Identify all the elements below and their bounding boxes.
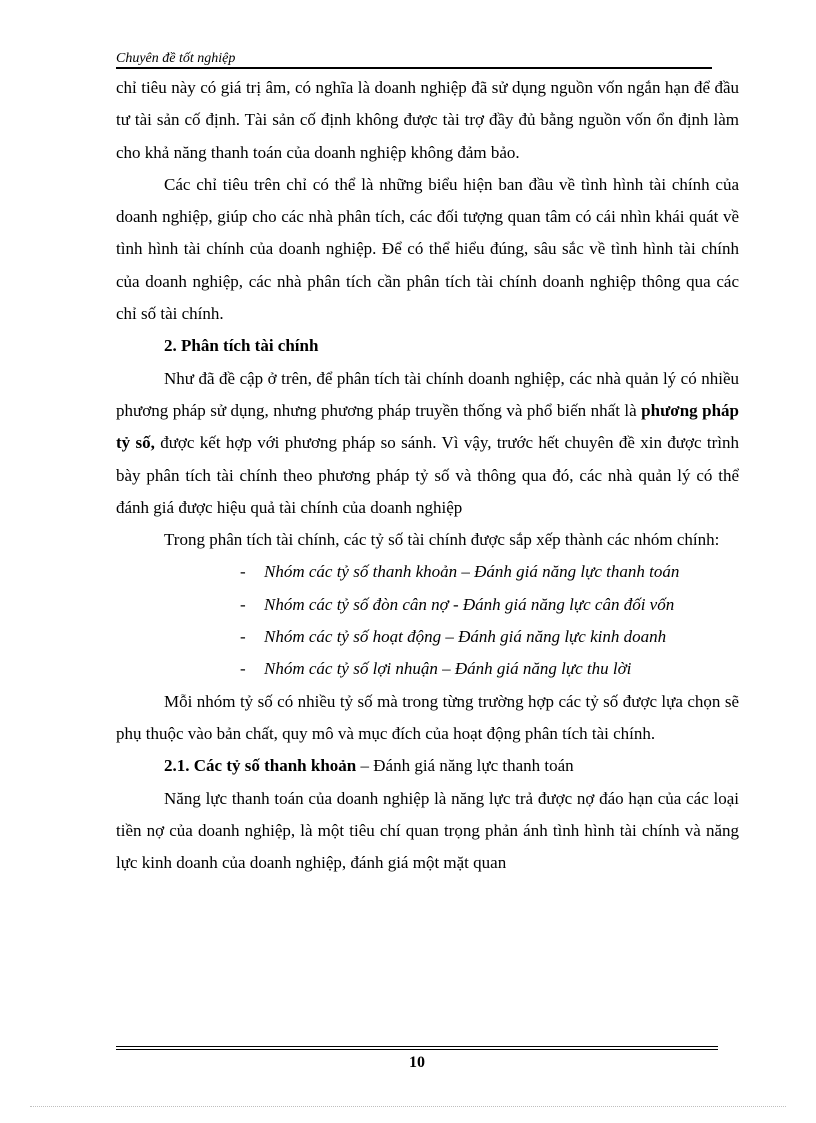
paragraph-2: Các chỉ tiêu trên chỉ có thể là những biểu hiện ban đầu về tình hình tài chính của doanh nghiệp, giúp cho các nhà phân tích, các đối tượng quan tâm có cái nhìn khái quát về tình hình tài chính của doanh nghiệp. Để có thể hiểu đúng, sâu sắc về tình hình tài chính của doanh nghiệp, các nhà phân tích cần phân tích tài chính doanh nghiệp thông qua các chỉ số tài chính. xyxy=(116,174,739,324)
heading-2-1-subtitle: – Đánh giá năng lực thanh toán xyxy=(356,756,574,776)
paragraph-4: Trong phân tích tài chính, các tỷ số tài chính được sắp xếp thành các nhóm chính: xyxy=(164,530,720,550)
paragraph-3-text-a: Như đã đề cập ở trên, để phân tích tài chính doanh nghiệp, các nhà quản lý có nhiều phương pháp sử dụng, nhưng phương pháp truyền thống và phổ biến nhất là xyxy=(116,368,739,420)
footer-rule xyxy=(116,1049,718,1050)
list-dash: - xyxy=(240,562,246,582)
header-rule xyxy=(116,67,712,69)
page-footer xyxy=(116,1046,718,1072)
list-item-text: Nhóm các tỷ số đòn cân nợ - Đánh giá năng lực cân đối vốn xyxy=(264,594,675,614)
paragraph-3 xyxy=(116,363,739,524)
heading-2-1-bold: 2.1. Các tỷ số thanh khoản xyxy=(164,756,357,776)
header-title: Chuyên đề tốt nghiệp xyxy=(116,51,236,66)
list-item xyxy=(240,556,739,588)
paragraph-5: Mỗi nhóm tỷ số có nhiều tỷ số mà trong từng trường hợp các tỷ số được lựa chọn sẽ phụ thuộc vào bản chất, quy mô và mục đích của hoạt động phân tích tài chính. xyxy=(116,691,739,743)
paragraph-3-bold: phương pháp tỷ số, xyxy=(116,400,740,453)
list-item xyxy=(240,653,739,685)
paragraph-1: chỉ tiêu này có giá trị âm, có nghĩa là doanh nghiệp đã sử dụng nguồn vốn ngắn hạn để đầu tư tài sản cố định. Tài sản cố định không được tài trợ đầy đủ bằng nguồn vốn ổn định làm cho khả năng thanh toán của doanh nghiệp không đảm bảo. xyxy=(116,78,739,162)
list-item-text: Nhóm các tỷ số lợi nhuận – Đánh giá năng lực thu lời xyxy=(264,659,632,679)
list-dash: - xyxy=(240,627,246,647)
ratio-group-list xyxy=(116,556,739,685)
list-dash: - xyxy=(240,594,246,614)
page-body xyxy=(116,72,739,879)
list-item-text: Nhóm các tỷ số thanh khoản – Đánh giá năng lực thanh toán xyxy=(264,562,680,582)
list-item xyxy=(240,589,739,621)
page-header xyxy=(116,48,710,70)
list-item-text: Nhóm các tỷ số hoạt động – Đánh giá năng lực kinh doanh xyxy=(264,627,667,647)
section-heading-2: 2. Phân tích tài chính xyxy=(164,336,319,356)
footer-rule xyxy=(116,1046,718,1047)
page-number: 10 xyxy=(409,1054,425,1071)
section-heading-2-1 xyxy=(116,750,739,782)
list-dash: - xyxy=(240,659,246,679)
paragraph-6: Năng lực thanh toán của doanh nghiệp là năng lực trả được nợ đáo hạn của các loại tiền nợ của doanh nghiệp, là một tiêu chí quan trọng phản ánh tình hình tài chính và năng lực kinh doanh của doanh nghiệp, đánh giá một mặt quan xyxy=(116,788,739,873)
page-edge-divider xyxy=(30,1106,786,1107)
paragraph-3-text-b: được kết hợp với phương pháp so sánh. Vì vậy, trước hết chuyên đề xin được trình bày phân tích tài chính theo phương pháp tỷ số và thông qua đó, các nhà quản lý có thể đánh giá được hiệu quả tài chính của doanh nghiệp xyxy=(116,433,739,517)
list-item xyxy=(240,621,739,653)
